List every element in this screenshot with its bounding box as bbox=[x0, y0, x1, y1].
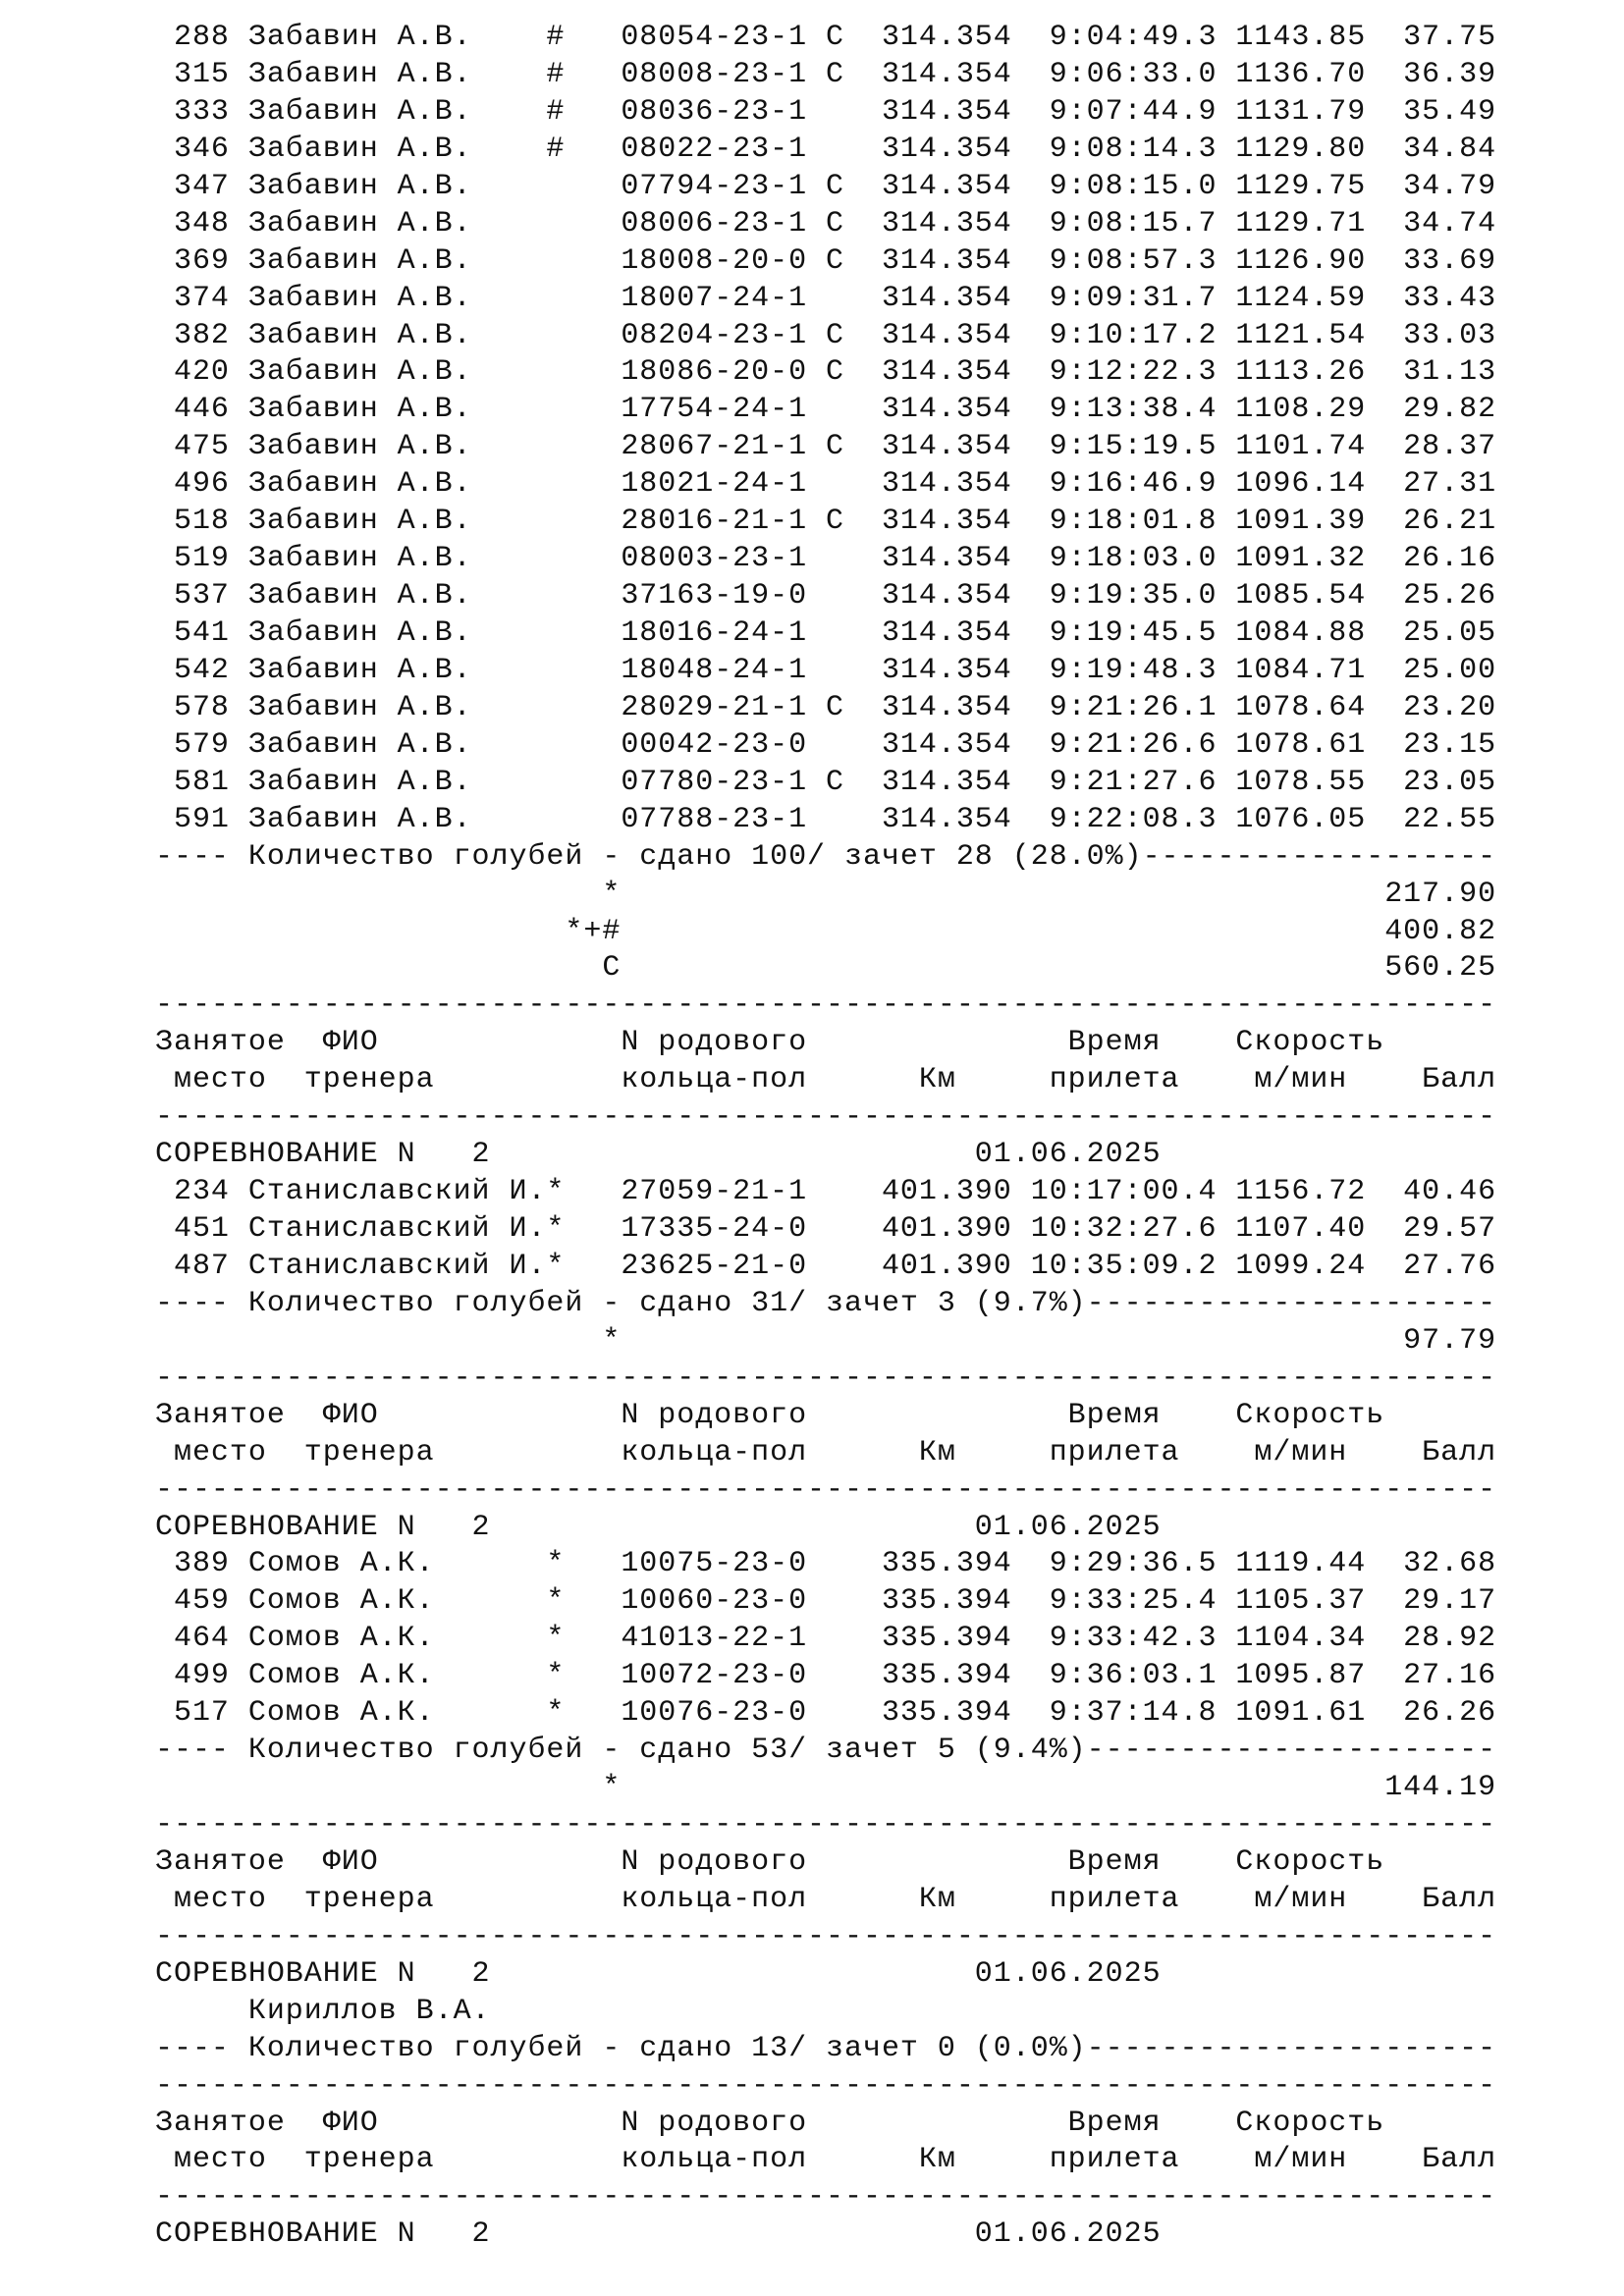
result-row: 579 Забавин А.В. 00042-23-0 314.354 9:21:26.6 1078.61 23.15 bbox=[155, 727, 1497, 762]
points-total-line: *+# 400.82 bbox=[155, 914, 1497, 948]
separator-line: ------------------------------------------------------------------------ bbox=[155, 1919, 1497, 1953]
result-row: 517 Сомов А.К. * 10076-23-0 335.394 9:37:14.8 1091.61 26.26 bbox=[155, 1696, 1497, 1731]
column-header-line: место тренера кольца-пол Км прилета м/мин Балл bbox=[155, 1435, 1497, 1469]
result-row: 348 Забавин А.В. 08006-23-1 С 314.354 9:08:15.7 1129.71 34.74 bbox=[155, 206, 1497, 240]
result-row: 518 Забавин А.В. 28016-21-1 С 314.354 9:18:01.8 1091.39 26.21 bbox=[155, 505, 1497, 539]
result-row: 315 Забавин А.В. # 08008-23-1 С 314.354 9:06:33.0 1136.70 36.39 bbox=[155, 57, 1497, 91]
result-row: 346 Забавин А.В. # 08022-23-1 314.354 9:08:14.3 1129.80 34.84 bbox=[155, 132, 1497, 166]
separator-line: ------------------------------------------------------------------------ bbox=[155, 1100, 1497, 1135]
column-header-line: место тренера кольца-пол Км прилета м/мин Балл bbox=[155, 2143, 1497, 2177]
column-header-line: Занятое ФИО N родового Время Скорость bbox=[155, 1026, 1385, 1060]
points-total-line: С 560.25 bbox=[155, 951, 1497, 986]
result-row: 499 Сомов А.К. * 10072-23-0 335.394 9:36:03.1 1095.87 27.16 bbox=[155, 1659, 1497, 1693]
result-row: 420 Забавин А.В. 18086-20-0 С 314.354 9:12:22.3 1113.26 31.13 bbox=[155, 355, 1497, 390]
separator-line: ------------------------------------------------------------------------ bbox=[155, 1808, 1497, 1842]
competition-header: СОРЕВНОВАНИЕ N 2 01.06.2025 bbox=[155, 2217, 1162, 2252]
separator-line: ------------------------------------------------------------------------ bbox=[155, 1361, 1497, 1395]
column-header-line: место тренера кольца-пол Км прилета м/мин Балл bbox=[155, 1882, 1497, 1916]
competition-header: СОРЕВНОВАНИЕ N 2 01.06.2025 bbox=[155, 1510, 1162, 1544]
result-row: 451 Станиславский И.* 17335-24-0 401.390 10:32:27.6 1107.40 29.57 bbox=[155, 1212, 1497, 1246]
column-header-line: место тренера кольца-пол Км прилета м/мин Балл bbox=[155, 1063, 1497, 1097]
result-row: 347 Забавин А.В. 07794-23-1 С 314.354 9:08:15.0 1129.75 34.79 bbox=[155, 169, 1497, 203]
points-total-line: * 144.19 bbox=[155, 1771, 1497, 1805]
result-row: 389 Сомов А.К. * 10075-23-0 335.394 9:29:36.5 1119.44 32.68 bbox=[155, 1547, 1497, 1581]
points-total-line: * 97.79 bbox=[155, 1323, 1497, 1358]
result-row: 541 Забавин А.В. 18016-24-1 314.354 9:19:45.5 1084.88 25.05 bbox=[155, 616, 1497, 650]
separator-line: ------------------------------------------------------------------------ bbox=[155, 2180, 1497, 2215]
separator-line: ------------------------------------------------------------------------ bbox=[155, 988, 1497, 1023]
text-line: Кириллов В.А. bbox=[155, 1994, 491, 2028]
result-row: 464 Сомов А.К. * 41013-22-1 335.394 9:33:42.3 1104.34 28.92 bbox=[155, 1622, 1497, 1656]
results-printout bbox=[155, 20, 1496, 2254]
result-row: 234 Станиславский И.* 27059-21-1 401.390 10:17:00.4 1156.72 40.46 bbox=[155, 1175, 1497, 1209]
result-row: 288 Забавин А.В. # 08054-23-1 С 314.354 9:04:49.3 1143.85 37.75 bbox=[155, 21, 1497, 54]
result-row: 537 Забавин А.В. 37163-19-0 314.354 9:19:35.0 1085.54 25.26 bbox=[155, 579, 1497, 614]
result-row: 382 Забавин А.В. 08204-23-1 С 314.354 9:10:17.2 1121.54 33.03 bbox=[155, 318, 1497, 352]
result-row: 333 Забавин А.В. # 08036-23-1 314.354 9:07:44.9 1131.79 35.49 bbox=[155, 94, 1497, 129]
result-row: 446 Забавин А.В. 17754-24-1 314.354 9:13:38.4 1108.29 29.82 bbox=[155, 393, 1497, 427]
separator-line: ------------------------------------------------------------------------ bbox=[155, 1472, 1497, 1507]
column-header-line: Занятое ФИО N родового Время Скорость bbox=[155, 1398, 1385, 1432]
summary-line: ---- Количество голубей - сдано 13/ зачет 0 (0.0%)---------------------- bbox=[155, 2031, 1497, 2065]
result-row: 578 Забавин А.В. 28029-21-1 С 314.354 9:21:26.1 1078.64 23.20 bbox=[155, 690, 1497, 724]
result-row: 591 Забавин А.В. 07788-23-1 314.354 9:22:08.3 1076.05 22.55 bbox=[155, 802, 1497, 836]
summary-line: ---- Количество голубей - сдано 100/ зачет 28 (28.0%)------------------- bbox=[155, 839, 1497, 874]
column-header-line: Занятое ФИО N родового Время Скорость bbox=[155, 1844, 1385, 1879]
result-row: 519 Забавин А.В. 08003-23-1 314.354 9:18:03.0 1091.32 26.16 bbox=[155, 542, 1497, 576]
result-row: 369 Забавин А.В. 18008-20-0 С 314.354 9:08:57.3 1126.90 33.69 bbox=[155, 243, 1497, 278]
summary-line: ---- Количество голубей - сдано 31/ зачет 3 (9.7%)---------------------- bbox=[155, 1286, 1497, 1320]
result-row: 374 Забавин А.В. 18007-24-1 314.354 9:09:31.7 1124.59 33.43 bbox=[155, 281, 1497, 315]
points-total-line: * 217.90 bbox=[155, 877, 1497, 911]
result-row: 459 Сомов А.К. * 10060-23-0 335.394 9:33:25.4 1105.37 29.17 bbox=[155, 1584, 1497, 1619]
competition-header: СОРЕВНОВАНИЕ N 2 01.06.2025 bbox=[155, 1138, 1162, 1172]
result-row: 496 Забавин А.В. 18021-24-1 314.354 9:16:46.9 1096.14 27.31 bbox=[155, 467, 1497, 502]
result-row: 581 Забавин А.В. 07780-23-1 С 314.354 9:21:27.6 1078.55 23.05 bbox=[155, 765, 1497, 799]
competition-header: СОРЕВНОВАНИЕ N 2 01.06.2025 bbox=[155, 1956, 1162, 1991]
column-header-line: Занятое ФИО N родового Время Скорость bbox=[155, 2106, 1385, 2140]
separator-line: ------------------------------------------------------------------------ bbox=[155, 2068, 1497, 2103]
result-row: 542 Забавин А.В. 18048-24-1 314.354 9:19:48.3 1084.71 25.00 bbox=[155, 653, 1497, 687]
summary-line: ---- Количество голубей - сдано 53/ зачет 5 (9.4%)---------------------- bbox=[155, 1734, 1497, 1768]
result-row: 487 Станиславский И.* 23625-21-0 401.390 10:35:09.2 1099.24 27.76 bbox=[155, 1249, 1497, 1283]
result-row: 475 Забавин А.В. 28067-21-1 С 314.354 9:15:19.5 1101.74 28.37 bbox=[155, 430, 1497, 464]
